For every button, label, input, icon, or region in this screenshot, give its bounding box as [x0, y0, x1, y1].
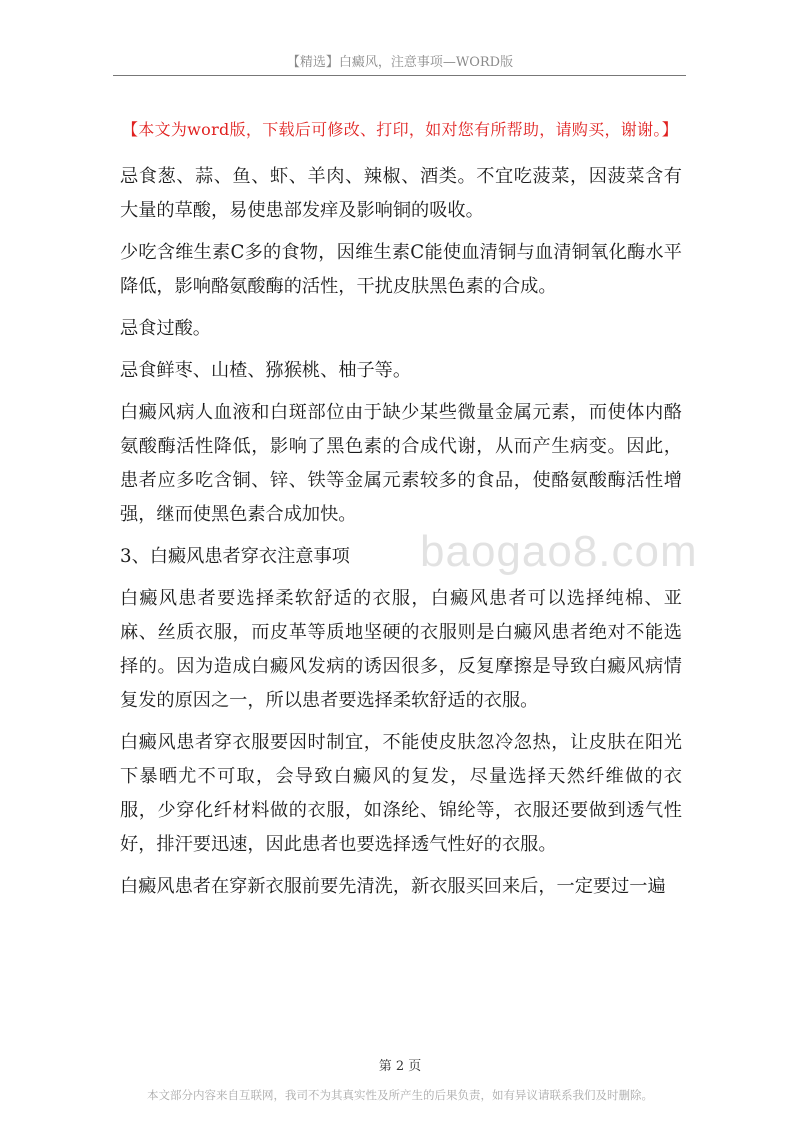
- paragraph-vitamin-c: 少吃含维生素C多的食物，因维生素C能使血清铜与血清铜氧化酶水平降低，影响酪氨酸酶的活性，干扰皮肤黑色素的合成。: [120, 242, 682, 297]
- paragraph-seasonal-clothing: 白癜风患者穿衣服要因时制宜，不能使皮肤忽冷忽热，让皮肤在阳光下暴晒尤不可取，会导致白癜风的复发，尽量选择天然纤维做的衣服，少穿化纤材料做的衣服，如涤纶、锦纶等，衣服还要做到透气性好，排汗要迅速，因此患者也要选择透气性好的衣服。: [120, 732, 682, 855]
- section-heading-clothing: 3、白癜风患者穿衣注意事项: [120, 546, 350, 567]
- download-notice: 【本文为word版，下载后可修改、打印，如对您有所帮助，请购买，谢谢。】: [121, 120, 679, 139]
- footer-disclaimer: 本文部分内容来自互联网，我司不为其真实性及所产生的后果负责，如有异议请联系我们及时删除。: [147, 1088, 653, 1102]
- header-divider: [113, 75, 686, 76]
- watermark: baogao8.com: [420, 527, 698, 576]
- paragraph-soft-clothing: 白癜风患者要选择柔软舒适的衣服，白癜风患者可以选择纯棉、亚麻、丝质衣服，而皮革等质地坚硬的衣服则是白癜风患者绝对不能选择的。因为造成白癜风发病的诱因很多，反复摩擦是导致白癜风病情复发的原因之一，所以患者要选择柔软舒适的衣服。: [120, 588, 682, 711]
- paragraph-avoid-fruits: 忌食鲜枣、山楂、猕猴桃、柚子等。: [120, 360, 412, 381]
- paragraph-trace-metals: 白癜风病人血液和白斑部位由于缺少某些微量金属元素，而使体内酪氨酸酶活性降低，影响了黑色素的合成代谢，从而产生病变。因此，患者应多吃含铜、锌、铁等金属元素较多的食品，使酪氨酸酶活性增强，继而使黑色素合成加快。: [120, 402, 682, 525]
- page-number: 第 2 页: [378, 1059, 422, 1074]
- page-header: 【精选】白癜风，注意事项—WORD版: [286, 55, 514, 70]
- paragraph-wash-new-clothes: 白癜风患者在穿新衣服前要先清洗，新衣服买回来后，一定要过一遍: [120, 876, 666, 897]
- paragraph-avoid-foods: 忌食葱、蒜、鱼、虾、羊肉、辣椒、酒类。不宜吃菠菜，因菠菜含有大量的草酸，易使患部发痒及影响铜的吸收。: [120, 166, 682, 221]
- paragraph-avoid-acid: 忌食过酸。: [120, 318, 211, 339]
